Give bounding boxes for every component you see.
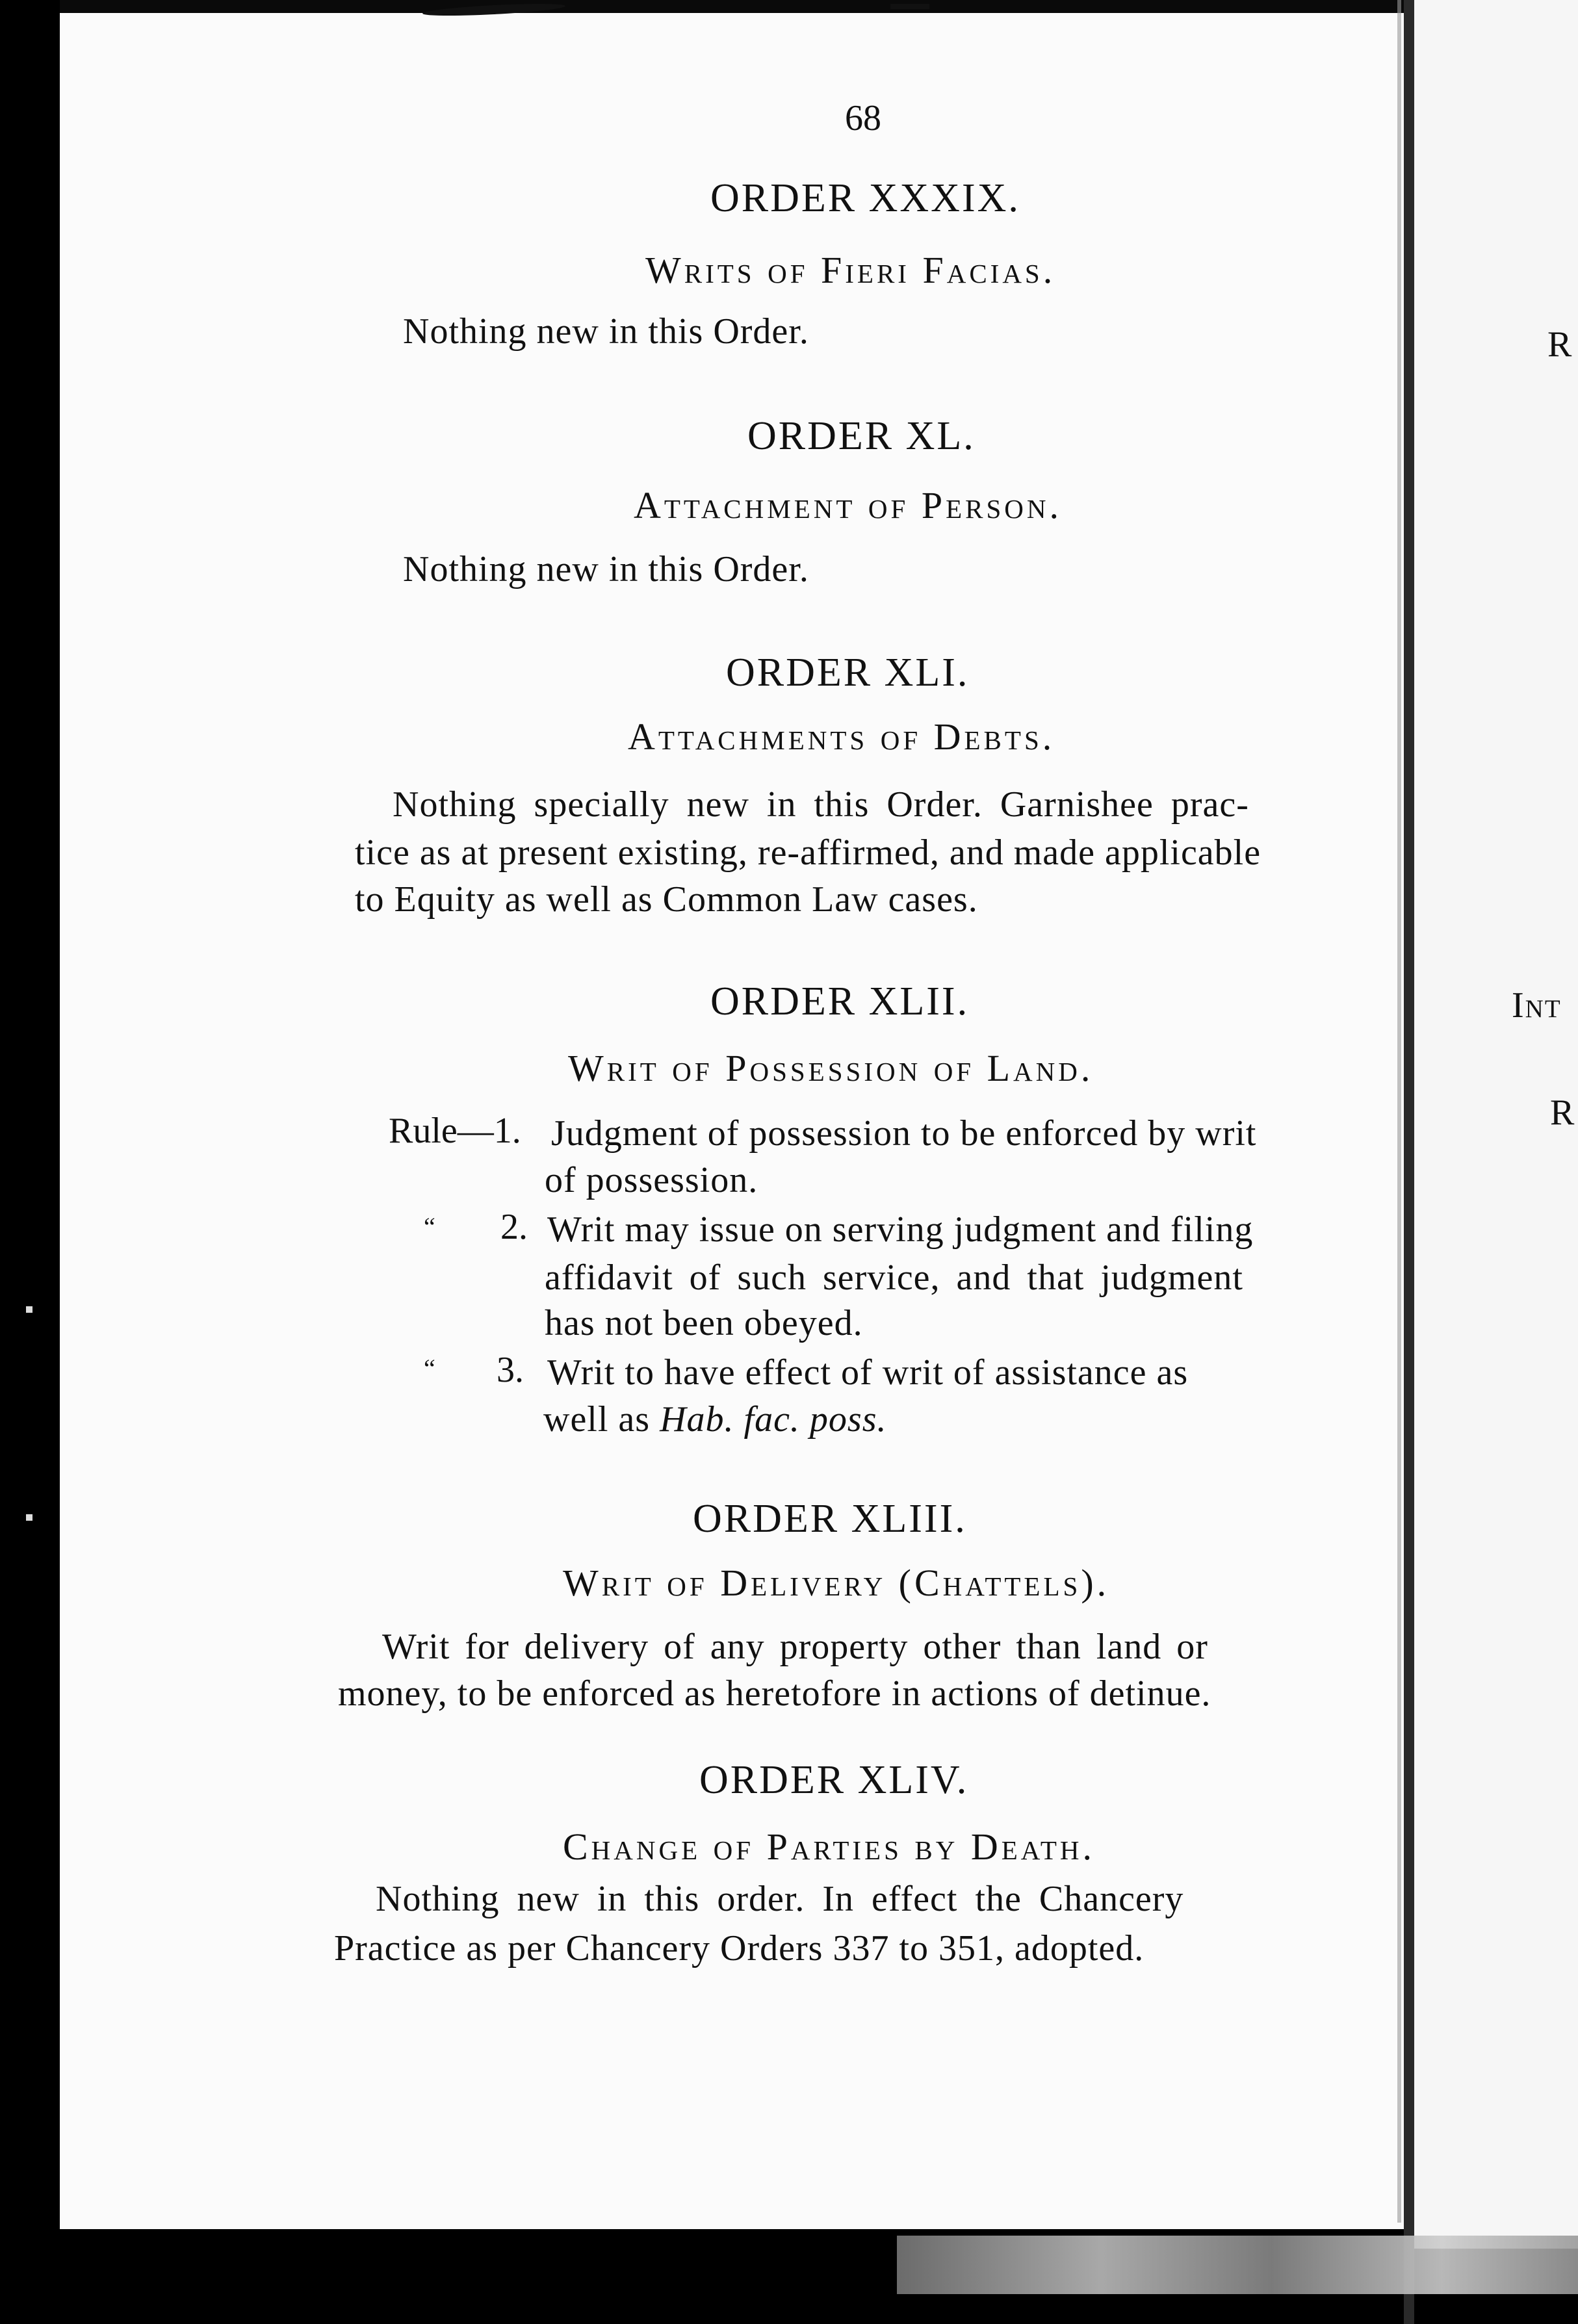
ditto-mark: “: [424, 1354, 435, 1383]
order-subtitle: Change of Parties by Death.: [563, 1826, 1095, 1868]
right-page-fragment: R: [1550, 1092, 1575, 1133]
order-heading: ORDER XLIII.: [693, 1497, 967, 1541]
rule-text: well as: [543, 1399, 651, 1440]
body-line: Nothing new in this Order.: [403, 549, 809, 589]
scan-mark: [890, 4, 929, 9]
scan-bottom-strip: [897, 2236, 1578, 2294]
rule-text-line: has not been obeyed.: [545, 1303, 863, 1343]
italic-abbreviation: Hab. fac. poss.: [660, 1399, 887, 1440]
order-heading: ORDER XL.: [747, 414, 976, 458]
body-line: Nothing new in this Order.: [403, 311, 809, 352]
rule-text-line: Judgment of possession to be enforced by writ: [551, 1113, 1257, 1154]
body-line: Nothing new in this order. In effect the Chancery: [376, 1879, 1184, 1919]
order-subtitle: Writ of Delivery (Chattels).: [563, 1562, 1110, 1604]
rule-number: 3.: [497, 1350, 524, 1390]
order-heading: ORDER XXXIX.: [710, 176, 1020, 220]
body-line: Writ for delivery of any property other than land or: [382, 1627, 1208, 1667]
order-heading: ORDER XLI.: [726, 651, 970, 695]
right-page-fragment: Int: [1512, 985, 1562, 1026]
rule-number: 2.: [500, 1207, 528, 1247]
order-subtitle: Writs of Fieri Facias.: [645, 249, 1056, 291]
rule-text-line: of possession.: [545, 1160, 758, 1200]
rule-number: Rule—1.: [389, 1111, 521, 1151]
page-number: 68: [845, 98, 881, 138]
body-line: to Equity as well as Common Law cases.: [355, 879, 978, 920]
rule-text-line: affidavit of such service, and that judgment: [545, 1258, 1243, 1298]
body-line: tice as at present existing, re-affirmed, and made applicable: [355, 833, 1261, 873]
order-subtitle: Attachments of Debts.: [628, 716, 1055, 758]
page-fold-line: [1397, 0, 1401, 2223]
body-line: Practice as per Chancery Orders 337 to 351, adopted.: [334, 1928, 1145, 1969]
order-heading: ORDER XLIV.: [699, 1758, 969, 1802]
order-heading: ORDER XLII.: [710, 979, 970, 1024]
body-line: Nothing specially new in this Order. Garnishee prac-: [393, 784, 1249, 825]
top-scan-edge: [60, 0, 1522, 13]
right-page-fragment: R: [1547, 324, 1572, 365]
book-gutter: [1404, 0, 1414, 2324]
ditto-mark: “: [424, 1212, 435, 1241]
rule-text-line: Writ to have effect of writ of assistance as: [547, 1352, 1189, 1393]
rule-text-line: [543, 1399, 887, 1440]
order-subtitle: Writ of Possession of Land.: [568, 1047, 1094, 1089]
rule-text-line: Writ may issue on serving judgment and filing: [547, 1209, 1254, 1250]
order-subtitle: Attachment of Person.: [634, 484, 1062, 526]
body-line: money, to be enforced as heretofore in actions of detinue.: [338, 1673, 1211, 1714]
